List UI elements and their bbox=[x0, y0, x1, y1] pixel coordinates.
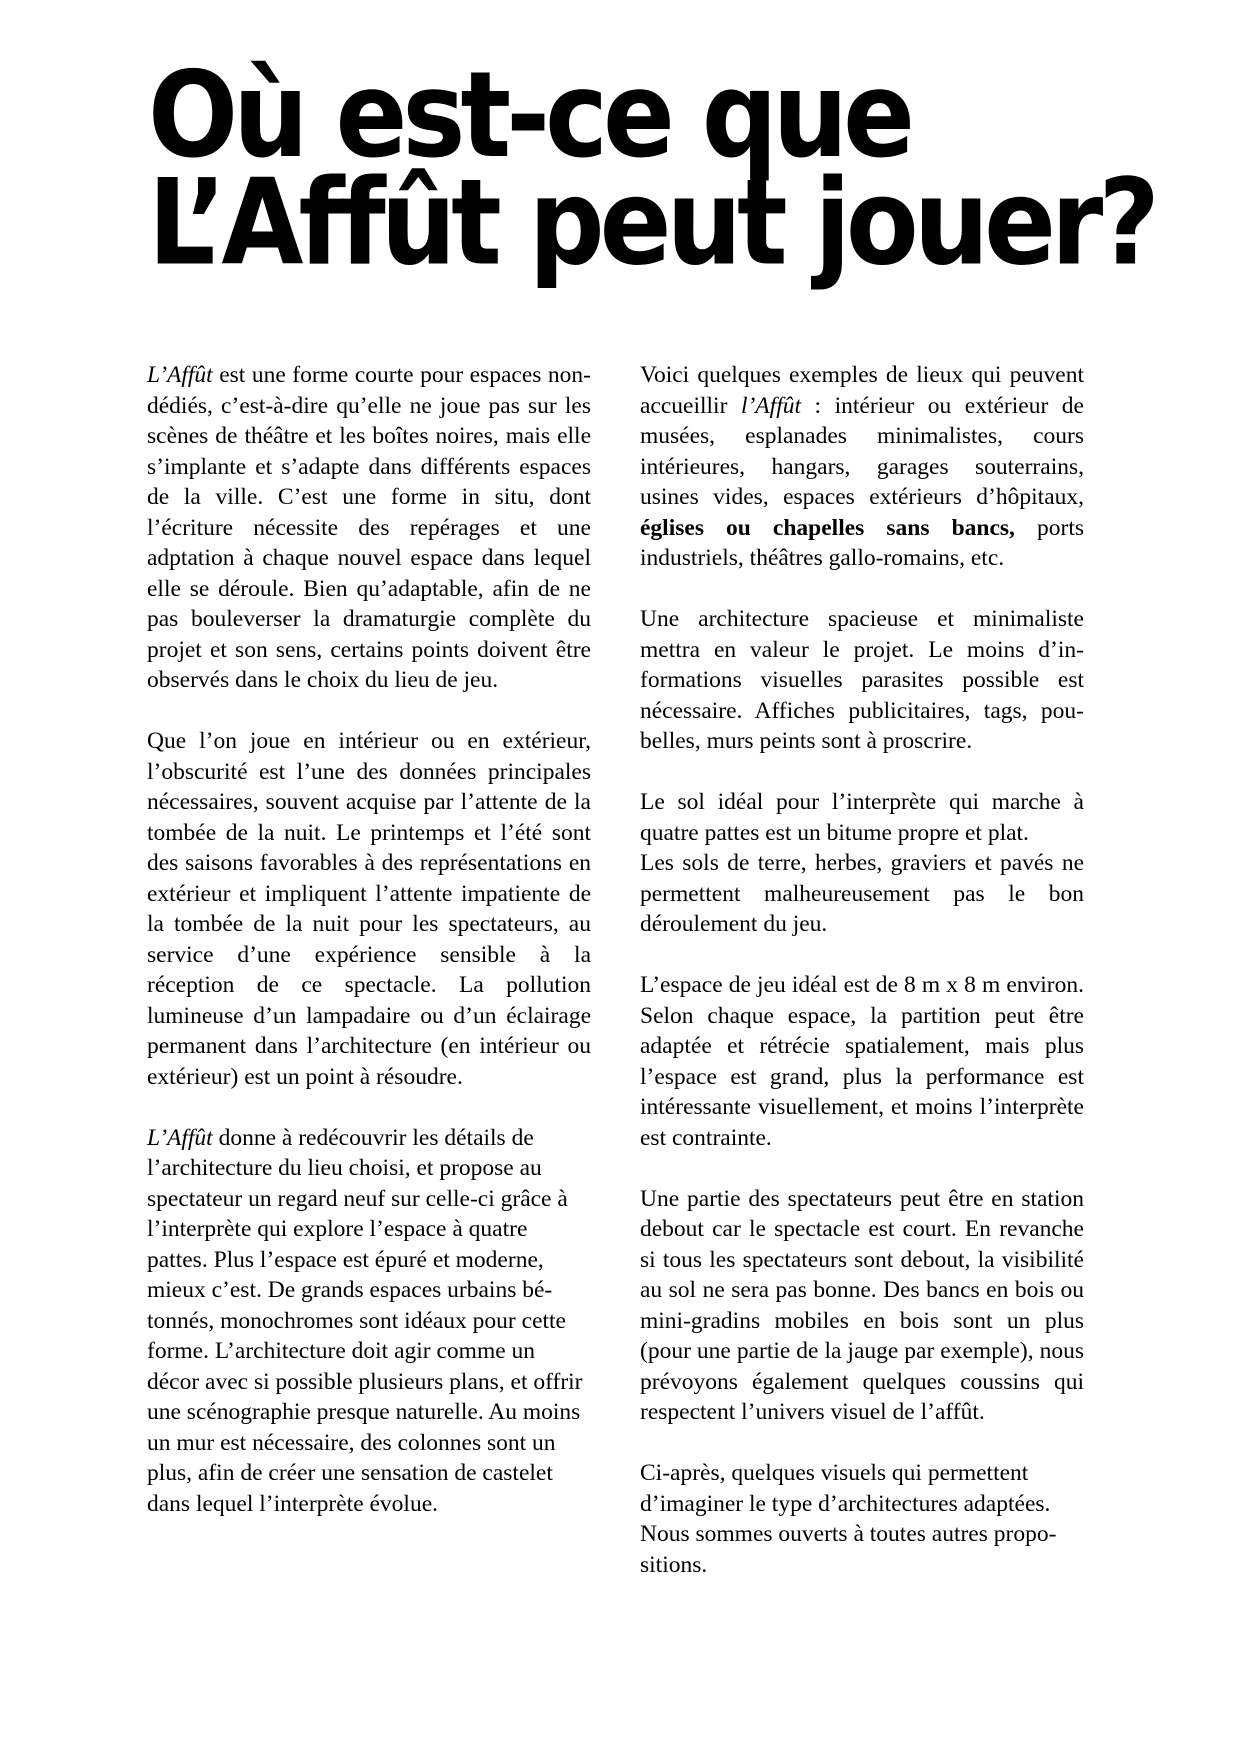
paragraph-floor bbox=[640, 787, 1084, 940]
paragraph-text: Le sol idéal pour l’interprète qui marche à quatre pattes est un bitume propre et plat. bbox=[640, 789, 1084, 846]
paragraph-text: est une forme courte pour espaces non-dédiés, c’est-à-dire qu’elle ne joue pas sur les scènes de théâtre et les boîtes noires, mais elle s’implante et s’adapte dans différents espaces de la ville. C’est une forme in situ, dont l’écriture nécessite des repérages et une adptation à chaque nouvel espace dans lequel elle se déroule. Bien qu’adaptable, afin de ne pas bouleverser la dramaturgie complète du projet et son sens, certains points doivent être observés dans le choix du lieu de jeu. bbox=[147, 362, 591, 693]
title-line-2: L’Affût peut jouer? bbox=[148, 153, 1155, 292]
paragraph-text: donne à redécouvrir les détails de l’architecture du lieu choisi, et propose au spectateur un regard neuf sur celle-ci grâce à l’interprète qui explore l’espace à quatre pattes. Plus l’espace est épuré et moderne, mieux c’est. De grands espaces urbains bétonnés, monochromes sont idéaux pour cette forme. L’architecture doit agir comme un décor avec si possible plusieurs plans, et offrir une scénographie presque naturelle. Au moins un mur est nécessaire, des colonnes sont un plus, afin de créer une sensation de castelet dans lequel l’interprète évolue. bbox=[147, 1124, 583, 1517]
paragraph-space-size: L’espace de jeu idéal est de 8 m x 8 m environ. Selon chaque espace, la partition peut être adaptée et rétrécie spatialement, mais plus l’espace est grand, plus la performance est intéressante visuellement, et moins l’interprète est contrainte. bbox=[640, 972, 1084, 1151]
paragraph-architecture bbox=[147, 1123, 591, 1520]
paragraph-venue-examples bbox=[640, 360, 1084, 574]
paragraph-minimalist: Une architecture spacieuse et minimaliste mettra en valeur le projet. Le moins d’informations visuelles parasites possible est nécessaire. Affiches publicitaires, tags, poubelles, murs peints sont à proscrire. bbox=[640, 606, 1084, 754]
left-column bbox=[147, 360, 591, 1550]
paragraph-darkness: Que l’on joue en intérieur ou en extérieur, l’obscurité est l’une des données principales nécessaires, souvent acquise par l’attente de la tombée de la nuit. Le printemps et l’été sont des saisons favorables à des représentations en extérieur et impliquent l’attente impatiente de la tombée de la nuit pour les spectateurs, au service d’une expérience sensible à la réception de ce spectacle. La pollution lumineuse d’un lampadaire ou d’un éclairage permanent dans l’architecture (en intérieur ou extérieur) est un point à résoudre. bbox=[147, 728, 591, 1090]
title-line-1: Où est-ce que bbox=[148, 46, 910, 185]
bold-emphasis: églises ou chapelles sans bancs, bbox=[640, 514, 1015, 541]
paragraph-text: Les sols de terre, herbes, graviers et pavés ne permettent malheureusement pas le bon déroulement du jeu. bbox=[640, 850, 1084, 937]
paragraph-intro bbox=[147, 360, 591, 696]
right-column bbox=[640, 360, 1084, 1611]
paragraph-text: ports industriels, théâtres gallo-romains, etc. bbox=[640, 514, 1084, 571]
paragraph-text: : intérieur ou extérieur de musées, esplanades minimalistes, cours intérieures, hangars, garages souterrains, usines vides, espaces extérieurs d’hôpitaux, bbox=[640, 392, 1084, 510]
page-title bbox=[148, 46, 1208, 292]
show-name-italic: L’Affût bbox=[147, 1124, 213, 1151]
paragraph-text: Voici quelques exemples de lieux qui peuvent accueillir bbox=[640, 362, 1084, 419]
show-name-italic: l’Affût bbox=[740, 392, 801, 419]
paragraph-spectators: Une partie des spectateurs peut être en station debout car le spectacle est court. En revanche si tous les spectateurs sont debout, la visibilité au sol ne sera pas bonne. Des bancs en bois ou mini-gradins mobiles en bois sont un plus (pour une partie de la jauge par exemple), nous prévoyons également quelques coussins qui respectent l’univers visuel de l’affût. bbox=[640, 1185, 1084, 1425]
paragraph-visuals: Ci-après, quelques visuels qui permettent d’imaginer le type d’architectures adaptées. Nous sommes ouverts à toutes autres propositions. bbox=[640, 1460, 1057, 1578]
show-name-italic: L’Affût bbox=[147, 362, 213, 388]
